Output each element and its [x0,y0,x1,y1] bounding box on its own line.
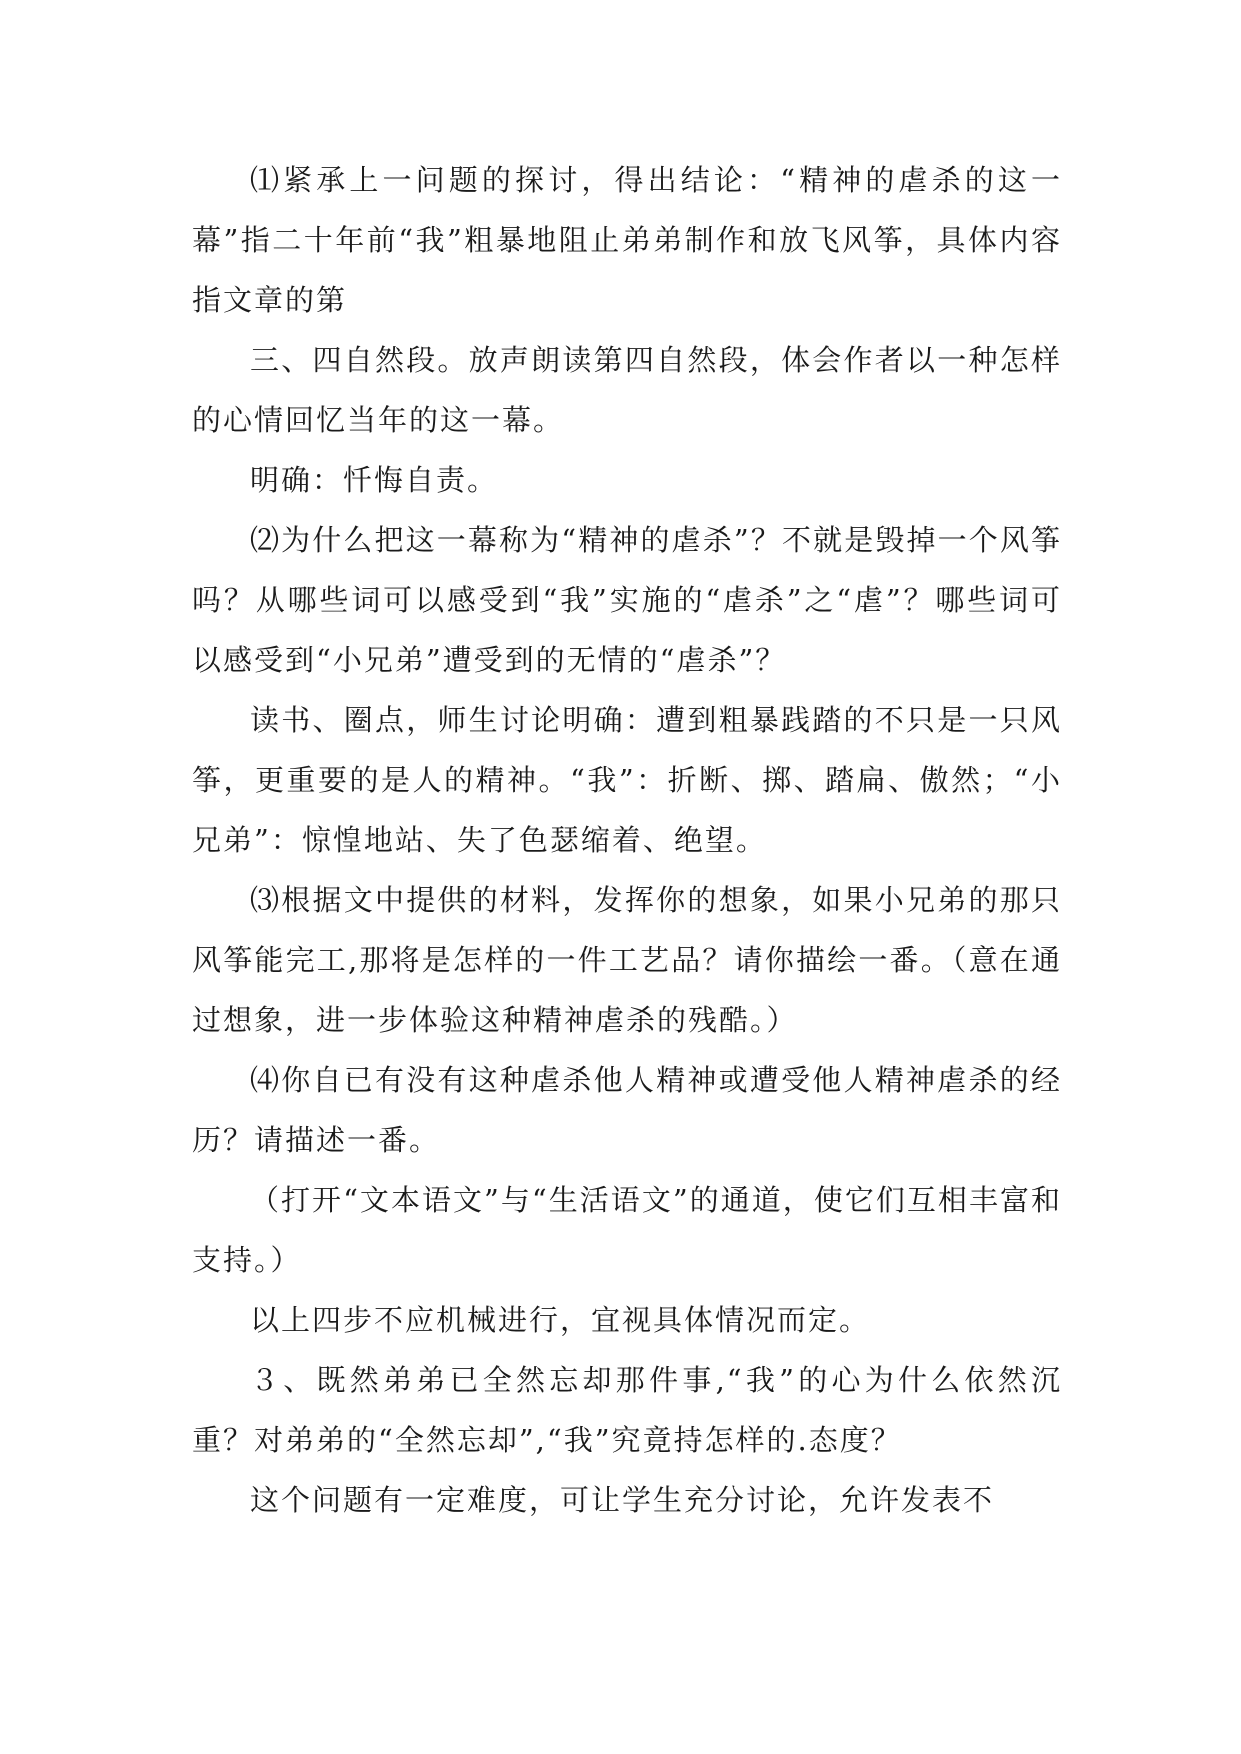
paragraph-step-1-continued: 三、四自然段。放声朗读第四自然段，体会作者以一种怎样的心情回忆当年的这一幕。 [192,343,1062,437]
paragraph-step-1: ⑴紧承上一问题的探讨，得出结论：“精神的虐杀的这一幕”指二十年前“我”粗暴地阻止弟弟制作和放飞风筝，具体内容指文章的第 [192,163,1062,317]
paragraph-discussion: 这个问题有一定难度，可让学生充分讨论，允许发表不 [250,1483,995,1517]
document-page [192,150,1062,1530]
paragraph-step-4: ⑷你自已有没有这种虐杀他人精神或遭受他人精神虐杀的经历？请描述一番。 [192,1063,1062,1157]
paragraph-summary: 以上四步不应机械进行，宜视具体情况而定。 [250,1303,871,1337]
paragraph-step-3: ⑶根据文中提供的材料，发挥你的想象，如果小兄弟的那只风筝能完工,那将是怎样的一件工艺品？请你描绘一番。（意在通过想象，进一步体验这种精神虐杀的残酷。） [192,883,1062,1037]
paragraph-note-4: （打开“文本语文”与“生活语文”的通道，使它们互相丰富和支持。） [192,1183,1062,1277]
paragraph-step-2: ⑵为什么把这一幕称为“精神的虐杀”？不就是毁掉一个风筝吗？从哪些词可以感受到“我”实施的“虐杀”之“虐”？哪些词可以感受到“小兄弟”遭受到的无情的“虐杀”？ [192,523,1062,677]
paragraph-answer-2: 读书、圈点，师生讨论明确：遭到粗暴践踏的不只是一只风筝，更重要的是人的精神。“我”：折断、掷、踏扁、傲然；“小兄弟”：惊惶地站、失了色瑟缩着、绝望。 [192,703,1062,857]
paragraph-answer-1: 明确：忏悔自责。 [250,463,499,497]
paragraph-question-3: ３、既然弟弟已全然忘却那件事,“我”的心为什么依然沉重？对弟弟的“全然忘却”,“我”究竟持怎样的.态度？ [192,1363,1062,1457]
